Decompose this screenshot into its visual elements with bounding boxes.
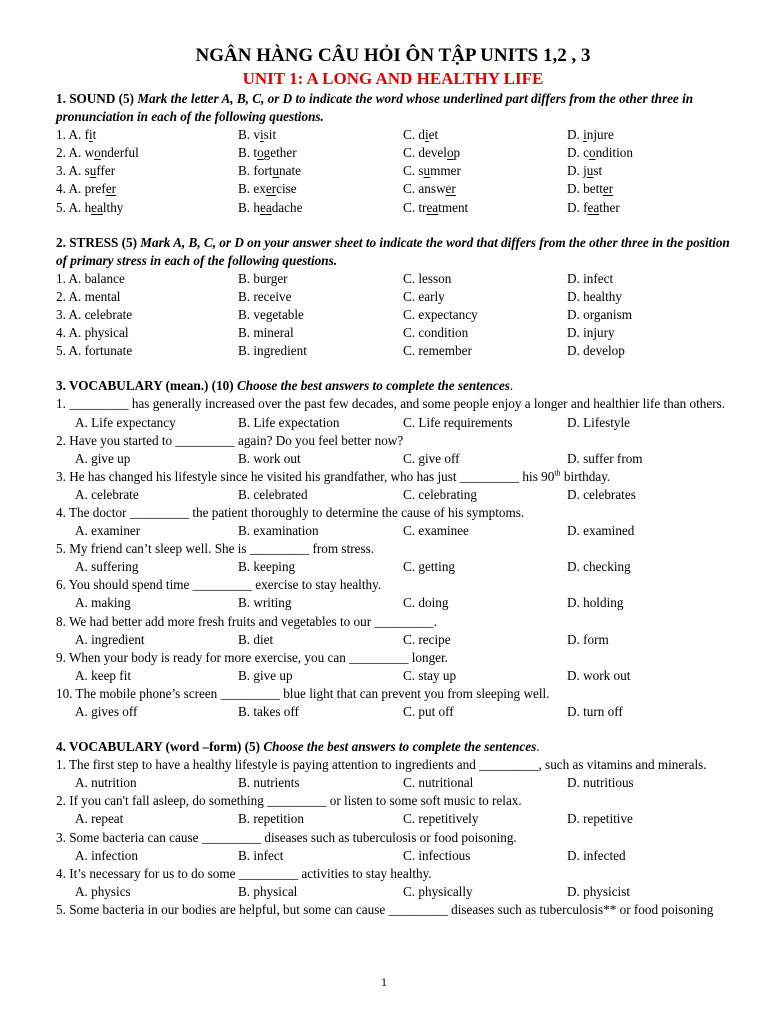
underlined-part: er [265,181,277,197]
option: D. organism [567,307,632,323]
answer-options [56,558,730,576]
option-c: C. repetitively [403,811,479,827]
section-instruction: Choose the best answers to complete the sentences [236,378,510,394]
option-b: B. Life expectation [238,414,340,430]
stress-question-row [56,324,730,342]
option: 1. A. balance [56,270,125,286]
option: C. summer [403,163,461,179]
section-instruction-end: . [509,378,514,394]
question-text: 2. If you can't fall asleep, do something _________ or listen to some soft music to relax. [56,793,522,809]
underlined-part: o [94,145,101,161]
underlined-part: u [586,163,594,179]
question-text: 10. The mobile phone’s screen _________ blue light that can prevent you from sleeping well. [56,685,550,701]
answer-options [56,774,730,792]
option: B. ingredient [238,343,307,359]
option-b: B. examination [238,523,319,539]
option-b: B. nutrients [238,775,300,791]
option: D. injure [567,127,614,143]
option: 3. A. suffer [56,163,116,179]
section-instruction: Mark A, B, C, or D on your answer sheet to indicate the word that differs from the other three in the position of primary stress in each of the following questions. [56,234,730,268]
stress-question-row [56,288,730,306]
section-stress-heading [56,234,730,270]
sound-question-row [56,126,730,144]
question-text: 5. My friend can’t sleep well. She is _________ from stress. [56,541,375,557]
option-a: A. infection [75,847,138,863]
sound-question-row [56,199,730,217]
underlined-part: ea [426,199,439,215]
sound-question-row [56,180,730,198]
underlined-part: u [272,163,280,179]
underlined-part: i [88,127,93,143]
option: D. healthy [567,288,622,304]
underlined-part: i [583,127,587,143]
option-d: D. infected [567,847,626,863]
option: 4. A. physical [56,325,129,341]
option: D. condition [567,145,633,161]
option-d: D. suffer from [567,450,643,466]
option-d: D. Lifestyle [567,414,630,430]
answer-options [56,450,730,468]
option: C. develop [403,145,461,161]
option-d: D. holding [567,595,624,611]
answer-options [56,631,730,649]
option-d: D. work out [567,667,631,683]
sound-question-row [56,162,730,180]
underlined-part: o [257,145,264,161]
option-b: B. writing [238,595,292,611]
option-a: A. give up [75,450,131,466]
option-c: C. getting [403,559,456,575]
option: B. exercise [238,181,297,197]
option: D. develop [567,343,625,359]
question-text: 4. It’s necessary for us to do some _________ activities to stay healthy. [56,865,432,881]
option: B. together [238,145,297,161]
section-instruction: Choose the best answers to complete the sentences [263,739,537,755]
option: 2. A. mental [56,288,121,304]
answer-options [56,703,730,721]
option: D. infect [567,270,614,286]
option-a: A. suffering [75,559,139,575]
option-d: D. turn off [567,704,623,719]
underlined-part: ea [91,199,103,215]
section-label: 1. SOUND (5) [56,91,135,106]
question-text: 4. The doctor _________ the patient thoroughly to determine the cause of his symptoms. [56,504,525,520]
underlined-part: i [424,127,429,143]
option-d: D. nutritious [567,775,634,791]
underlined-part: ea [259,199,272,215]
question-text: 2. Have you started to _________ again? Do you feel better now? [56,432,404,448]
section-label: 3. VOCABULARY (mean.) (10) [56,378,234,394]
option-a: A. keep fit [75,667,132,683]
answer-options [56,486,730,504]
option-a: A. nutrition [75,775,137,791]
option-b: B. takes off [238,704,299,719]
question-text: 1. The first step to have a healthy lifestyle is paying attention to ingredients and _________, such as vitamins and minerals. [56,757,707,773]
option: D. just [567,163,603,179]
option: 3. A. celebrate [56,307,133,323]
unit-subtitle: UNIT 1: A LONG AND HEALTHY LIFE [242,69,544,88]
option-c: C. nutritional [403,775,474,791]
answer-options [56,847,730,865]
section-label: 4. VOCABULARY (word –form) (5) [56,739,261,755]
option-c: C. put off [403,704,454,719]
option-b: B. keeping [238,559,296,575]
stress-question-row [56,270,730,288]
option-d: D. checking [567,559,631,575]
underlined-part: u [423,163,431,179]
option-c: C. give off [403,450,460,466]
option: C. treatment [403,199,469,215]
section-instruction: Mark the letter A, B, C, or D to indicate the word whose underlined part differs from the other three in pronunciation in each of the following questions. [56,91,694,125]
option: C. answer [403,181,456,197]
answer-options [56,522,730,540]
option: 1. A. fit [56,127,97,143]
sound-questions [56,126,730,216]
option-b: B. diet [238,631,274,647]
option: B. fortunate [238,163,301,179]
answer-options [56,883,730,901]
option-b: B. celebrated [238,486,308,502]
answer-options [56,414,730,432]
option: 2. A. wonderful [56,145,139,161]
question-text: 6. You should spend time _________ exercise to stay healthy. [56,577,382,593]
answer-options [56,810,730,828]
underlined-part: o [446,145,454,161]
underlined-part: er [105,181,117,197]
section-word-form-heading [56,738,730,756]
question-text [56,468,730,486]
question-text-end: birthday. [560,468,611,484]
option-c: C. infectious [403,847,471,863]
underlined-part: i [259,127,264,143]
section-sound-heading [56,90,730,126]
option: B. vegetable [238,307,304,323]
option-a: A. making [75,595,131,611]
option: C. condition [403,325,469,341]
option-a: A. ingredient [75,631,145,647]
answer-options [56,667,730,685]
option: B. headache [238,199,303,215]
option-c: C. examinee [403,523,469,539]
option-a: A. gives off [75,704,138,719]
option: B. burger [238,270,288,286]
option-b: B. give up [238,667,293,683]
page-number: 1 [381,975,387,989]
option-a: A. examiner [75,523,141,539]
option-c: C. physically [403,883,473,899]
section-instruction-end: . [536,739,540,755]
underlined-part: o [588,145,596,161]
option: C. early [403,288,445,304]
question-text: 1. _________ has generally increased over the past few decades, and some people enjoy a longer and healthier life than others. [56,396,726,412]
option: C. expectancy [403,307,478,323]
option-b: B. repetition [238,811,304,827]
option-d: D. celebrates [567,486,636,502]
answer-options [56,594,730,612]
underlined-part: u [89,163,97,179]
option: B. visit [238,127,277,143]
option-c: C. Life requirements [403,414,513,430]
option-d: D. examined [567,523,635,539]
option: C. lesson [403,270,452,286]
option: 5. A. fortunate [56,343,133,359]
option: D. better [567,181,614,197]
question-text-main: 3. He has changed his lifestyle since he visited his grandfather, who has just _________ his 90 [56,468,555,484]
option-c: C. celebrating [403,486,477,502]
section-vocab-meaning-heading [56,377,730,395]
question-text: 5. Some bacteria in our bodies are helpful, but some can cause _________ diseases such as tuberculosis** or food poisoning [56,901,714,917]
stress-question-row [56,306,730,324]
option-d: D. physicist [567,883,631,899]
option-b: B. infect [238,847,284,863]
option-c: C. stay up [403,667,457,683]
question-text: 3. Some bacteria can cause _________ diseases such as tuberculosis or food poisoning. [56,829,517,845]
document-page [56,44,730,919]
underlined-part: er [445,181,456,197]
ordinal-suffix: th [554,468,561,478]
page-title: NGÂN HÀNG CÂU HỎI ÔN TẬP UNITS 1,2 , 3 [195,45,591,66]
question-text: 8. We had better add more fresh fruits and vegetables to our _________. [56,613,438,629]
option: B. mineral [238,325,294,341]
option: D. injury [567,325,615,341]
option: C. remember [403,343,472,359]
option-c: C. doing [403,595,449,611]
sound-question-row [56,144,730,162]
option-b: B. physical [238,883,298,899]
option: D. feather [567,199,620,215]
underlined-part: er [602,181,614,197]
option: 4. A. prefer [56,181,117,197]
section-label: 2. STRESS (5) [56,234,137,250]
question-text: 9. When your body is ready for more exercise, you can _________ longer. [56,649,448,665]
option-c: C. recipe [403,631,451,647]
underlined-part: ea [587,199,600,215]
option: 5. A. healthy [56,199,124,215]
stress-question-row [56,342,730,360]
option: C. diet [403,127,439,143]
option-d: D. repetitive [567,811,633,827]
option-a: A. repeat [75,811,124,827]
option-b: B. work out [238,450,301,466]
option-d: D. form [567,631,609,647]
option: B. receive [238,288,292,304]
option-a: A. physics [75,883,131,899]
option-a: A. celebrate [75,486,139,502]
option-a: A. Life expectancy [75,414,176,430]
